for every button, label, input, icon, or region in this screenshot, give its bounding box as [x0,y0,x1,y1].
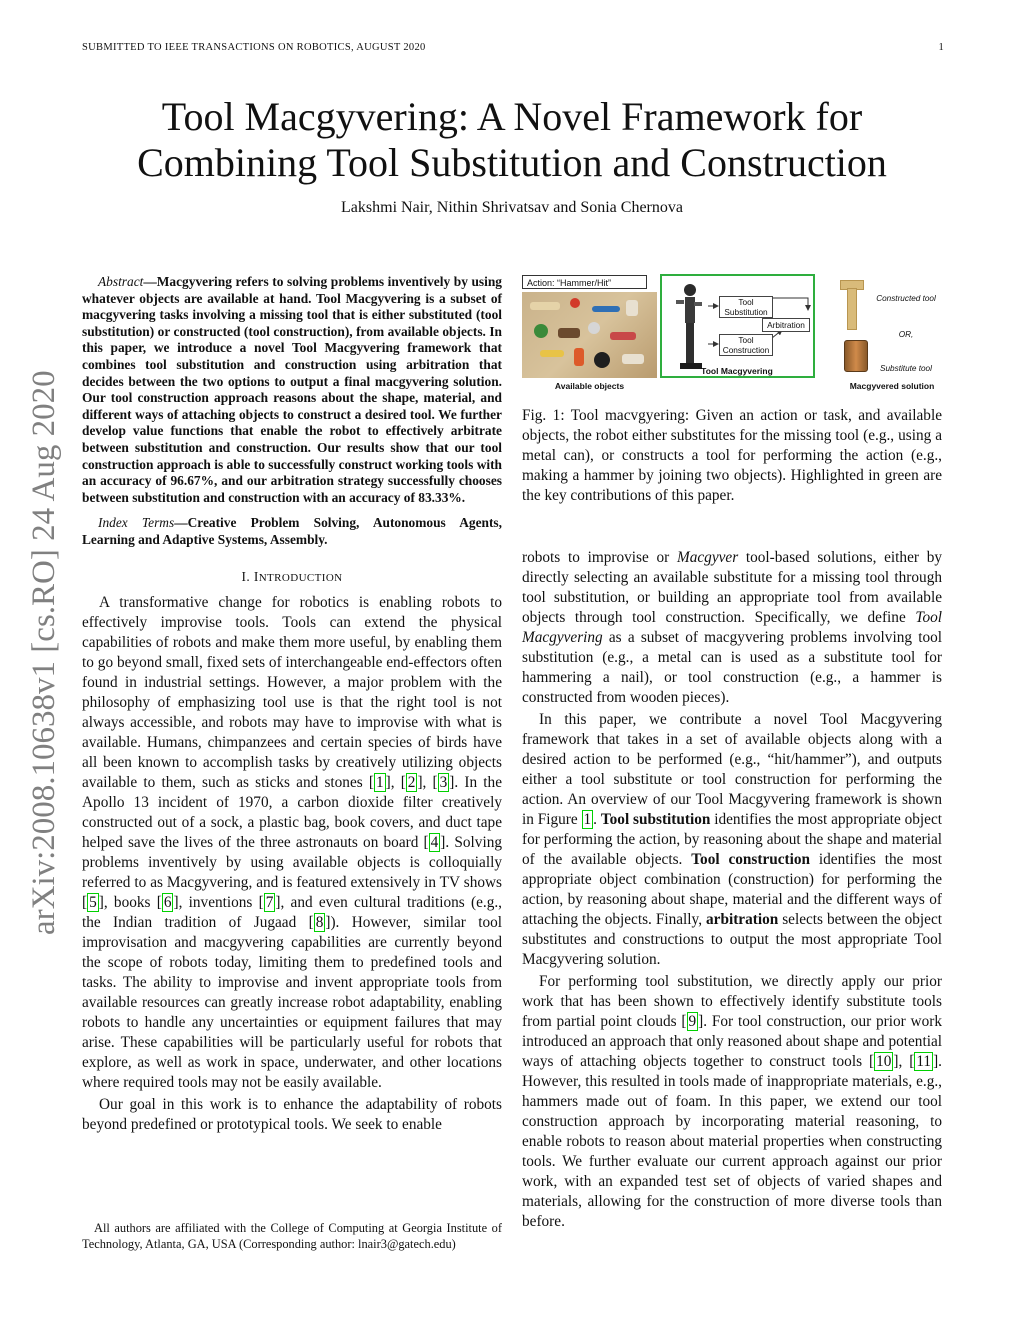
page-number: 1 [938,42,944,53]
running-head [82,42,944,53]
section-heading-introduction [82,569,502,585]
bold-arbitration: arbitration [706,911,779,928]
citation-link[interactable]: 5 [89,893,97,911]
section-initial: I [253,568,259,584]
author-list: Lakshmi Nair, Nithin Shrivatsav and Sonia Chernova [341,199,683,216]
citation-link[interactable]: 8 [315,913,324,931]
title-line-1: Tool Macgyvering: A Novel Framework for [161,94,863,139]
intro-paragraph-1: A transformative change for robotics is enabling robots to effectively improvise tools. Tools can extend the physical capabilities of robots and make them more useful, by enabling them to go beyond small, fixed sets of interchangeable end-effectors often found in industrial settings. However, a major problem with the philosophy of emphasizing tool use is that the right tool is not always accessible, and robots may have to improvise with what is available. Humans, chimpanzees and certain species of birds have all been known to accomplish tasks by creatively utilizing objects available to them, such as sticks and stones [ 1 ], [ 2 ], [ 3 ]. In the Apollo 13 incident of 1970, a carbon dioxide filter creatively constructed out of a sock, a plastic bag, book covers, and duct tape helped save the lives of the three astronauts on board [ 4 ]. Solving problems inventively by using available objects is colloquially referred to as Macgyvering, and is featured extensively in TV shows [ 5 ], books [ 6 ], inventions [ 7 ], and even cultural traditions (e.g., the Indian tradition of Jugaad [ 8 ]). However, similar tool improvisation and macgyvering capabilities are currently beyond the scope of robots today, limiting them to predefined tools and tasks. The ability to improvise and invent appropriate tools from available resources can greatly increase robot adaptability, enabling robots to handle any uncertainties or equipment failures that may arise. These capabilities will be particularly useful for robots that explore, as well as work in space, underwater, and other locations where required tools may not be easily available. [82,593,503,1091]
citation-link[interactable]: 10 [876,1053,892,1070]
abstract-text: —Macgyvering refers to solving problems inventively by using whatever objects are available at hand. Tool Macgyvering is a subset of macgyvering tasks involving a missing tool that is either substituted (tool substitution) or constructed (tool construction), from available objects. In this paper, we introduce a novel Tool Macgyvering framework that combines tool substitution and construction using arbitration that decides between the two options to output a final macgyvering solution. Our tool construction approach reasons about the shape, material, and different ways of attaching objects to construct a desired tool. We further develop value functions that enable the robot to effectively arbitrate between substitution and construction. Our results show that our tool construction approach is able to successfully construct working tools with an accuracy of 96.67%, and our arbitration strategy successfully chooses between substitution and construction with an accuracy of 83.33%. [82,274,502,505]
substitute-tool-label: Substitute tool [880,364,932,373]
figure-1-caption: Fig. 1: Tool macvgyering: Given an action or task, and available objects, the robot either substitutes for the missing tool (e.g., using a metal can), or constructs a tool for performing the action (e.g., making a hammer by joining two objects). Highlighted in green are the key contributions of this paper. [522,407,942,504]
index-terms [82,515,502,548]
section-number: I. [241,568,254,584]
bold-tool-construction: Tool construction [691,851,811,868]
robot-icon [672,280,704,372]
intro-paragraph-2: Our goal in this work is to enhance the adaptability of robots beyond predefined or prototypical tools. We seek to enable [82,1095,502,1133]
abstract-lead: Abstract [98,274,144,289]
citation-link[interactable]: 2 [407,773,416,791]
metal-can [844,340,868,372]
tool-macgyvering-label: Tool Macgyvering [701,366,773,376]
available-objects-label: Available objects [554,381,625,391]
hammer-handle [847,288,857,330]
tool-macgyvering-term: Tool Macgyvering [522,609,942,646]
right-column [522,548,942,1232]
figure-ref-link[interactable]: 1 [583,811,592,828]
tool-substitution-box: Tool Substitution [719,296,773,318]
macgyvered-solution-label: Macgyvered solution [849,381,935,391]
right-paragraph-1: robots to improvise or Macgyver tool-based solutions, either by directly selecting an available substitute for a missing tool through tool substitution, or building an appropriate tool from available objects through tool construction. Specifically, we define Tool Macgyvering as a subset of macgyvering problems involving tool substitution (e.g., a metal can is used as a substitute tool for hammering a nail), or tool construction (e.g., a hammer is constructed from wooden pieces). [522,549,942,706]
citation-link[interactable]: 11 [916,1053,932,1070]
macgyver-term: Macgyver [677,549,739,566]
action-label-box: Action: “Hammer/Hit” [522,275,647,289]
right-paragraph-3: For performing tool substitution, we directly apply our prior work that has been shown to effectively identify substitute tools from partial point clouds [ 9 ]. For tool construction, our prior work introduced an approach that only reasoned about shape and potential ways of attaching objects together to construct tools [ 10 ], [ 11 ]. However, this resulted in tools made of inappropriate materials, e.g., hammers made out of foam. In this paper, we extend our tool construction approach by incorporating material reasoning, to enable robots to reason about material properties when constructing tools. We further evaluate our current approach against our prior work, with an expanded test set of objects of varied shapes and materials, allowing for the construction of more diverse tools than before. [522,973,942,1230]
citation-link[interactable]: 6 [163,893,172,911]
title-line-2: Combining Tool Substitution and Construction [137,140,887,185]
index-terms-lead: Index Terms [98,515,175,531]
constructed-tool-label: Constructed tool [876,294,936,303]
citation-link[interactable]: 4 [430,833,439,851]
abstract [82,274,502,506]
tool-construction-box: Tool Construction [719,334,773,356]
arbitration-box: Arbitration [762,318,810,332]
journal-line: SUBMITTED TO IEEE TRANSACTIONS ON ROBOTICS, AUGUST 2020 [82,42,426,53]
paper-title [60,94,964,186]
figure-1 [522,274,944,399]
index-terms-text: —Creative Problem Solving, Autonomous Agents, Learning and Adaptive Systems, Assembly. [82,515,502,547]
citation-link[interactable]: 7 [265,893,274,911]
affiliation-footnote: All authors are affiliated with the College of Computing at Georgia Institute of Technology, Atlanta, GA, USA (Corresponding author: lnair3@gatech.edu) [82,1221,502,1251]
citation-link[interactable]: 1 [375,773,384,791]
arxiv-stamp: arXiv:2008.10638v1 [cs.RO] 24 Aug 2020 [26,370,62,935]
citation-link[interactable]: 9 [688,1013,697,1030]
available-objects-photo [522,292,657,378]
right-paragraph-2: In this paper, we contribute a novel Tool Macgyvering framework that takes in a set of available objects along with a desired action to be performed (e.g., “hit/hammer”), and outputs either a tool substitute or tool construction for performing the action. An overview of our Tool Macgyvering framework is shown in Figure 1 . Tool substitution identifies the most appropriate object for performing the action, by reasoning about the shape and material of the available objects. Tool construction identifies the most appropriate object combination (construction) for performing the action, by reasoning about shape, material and the different ways of attaching the objects. Finally, arbitration selects between the object substitutes and constructions to output the most appropriate Tool Macgyvering solution. [522,711,942,968]
or-label: OR, [898,330,914,339]
citation-link[interactable]: 3 [439,773,448,791]
section-title-rest: NTRODUCTION [258,571,343,584]
bold-tool-substitution: Tool substitution [600,811,711,828]
left-column [82,274,502,1135]
